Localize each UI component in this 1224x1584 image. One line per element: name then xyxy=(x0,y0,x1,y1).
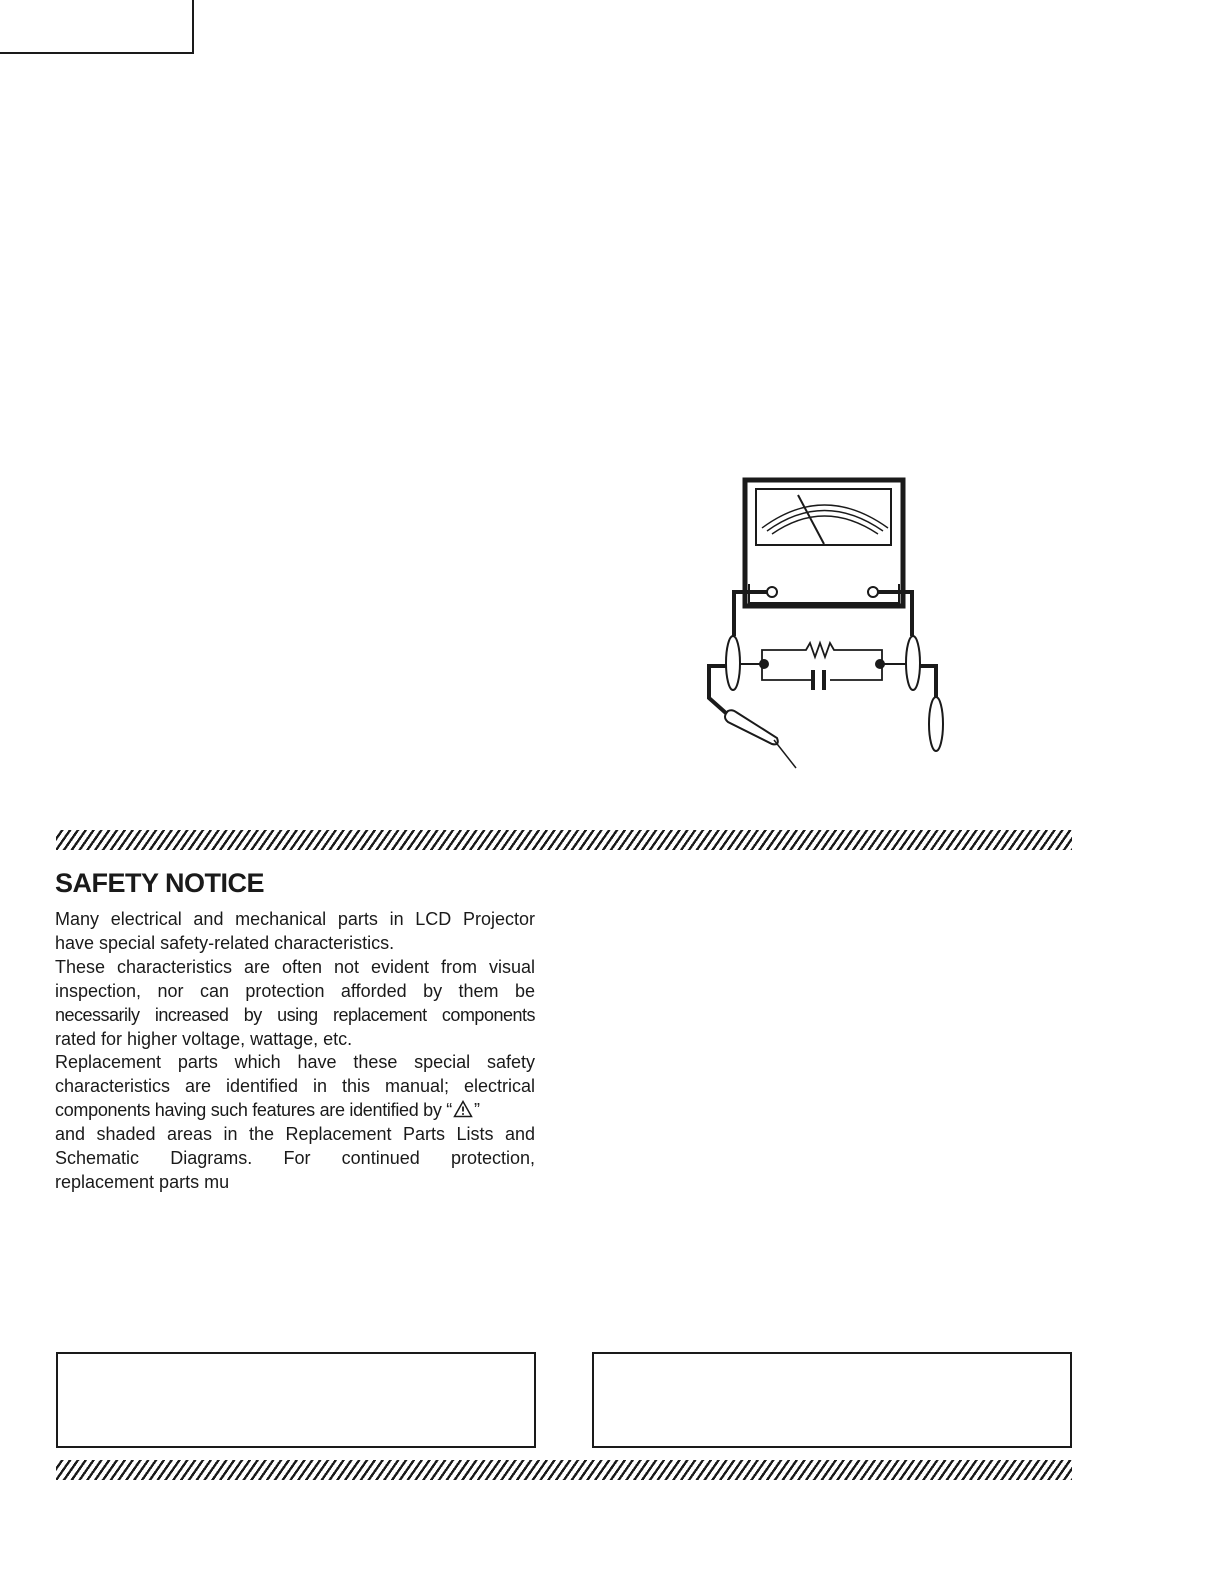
safety-line: Replacement parts which have these special safety xyxy=(55,1052,535,1073)
safety-line: Schematic Diagrams. For continued protection, xyxy=(55,1148,535,1169)
safety-line-symbol-after: ” xyxy=(473,1100,480,1121)
safety-line: These characteristics are often not evident from visual xyxy=(55,956,535,977)
hatched-divider-top xyxy=(56,830,1072,850)
safety-line: inspection, nor can protection afforded by them be xyxy=(55,980,535,1001)
corner-tab-box xyxy=(0,0,194,54)
safety-notice-body xyxy=(55,908,535,1195)
hatched-divider-bottom xyxy=(56,1460,1072,1480)
safety-line: and shaded areas in the Replacement Parts Lists and xyxy=(55,1124,535,1145)
safety-line: necessarily increased by using replacement components xyxy=(55,1004,535,1025)
empty-box-right xyxy=(592,1352,1072,1448)
safety-notice-title: SAFETY NOTICE xyxy=(55,868,265,898)
safety-line: replacement parts mu xyxy=(55,1171,230,1192)
safety-line-with-symbol xyxy=(55,1099,535,1123)
warning-triangle-icon xyxy=(453,1100,473,1118)
safety-line: characteristics are identified in this manual; electrical xyxy=(55,1076,535,1097)
safety-line-symbol-before: components having such features are identified by “ xyxy=(55,1100,452,1121)
safety-line: rated for higher voltage, wattage, etc. xyxy=(55,1028,353,1049)
leakage-test-meter-icon xyxy=(700,476,950,772)
safety-line: have special safety-related characteristics. xyxy=(55,932,395,953)
empty-box-left xyxy=(56,1352,536,1448)
safety-line: Many electrical and mechanical parts in LCD Projector xyxy=(55,909,535,929)
